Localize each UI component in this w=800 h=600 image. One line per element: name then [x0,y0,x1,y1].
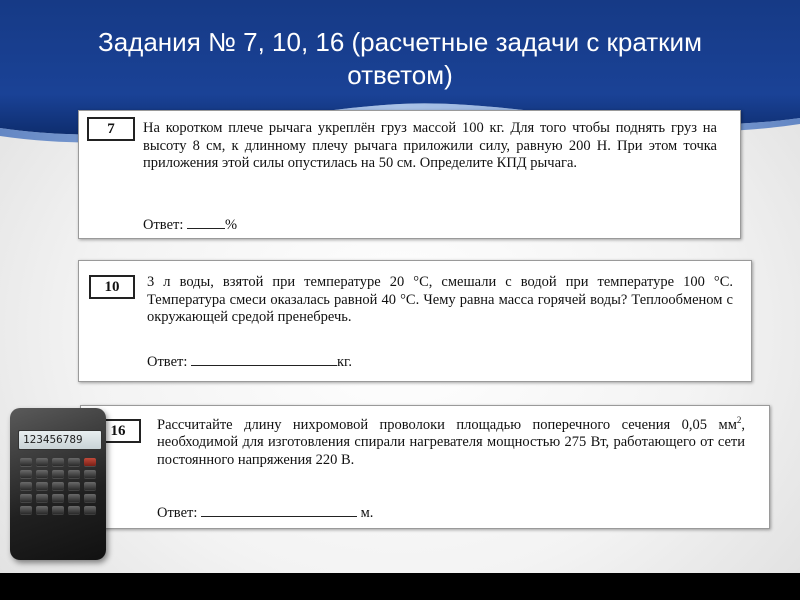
answer-label: Ответ: [147,354,188,370]
task-text: 3 л воды, взятой при температуре 20 °С, смешали с водой при температуре 100 °С. Температура смеси оказалась равной 40 °С. Чему равна масса горячей воды? Теплообменом с окружающей средой пренебречь. [147,274,733,325]
calculator-key [52,470,64,478]
task-text-superscript: 2 [736,415,742,425]
task-answer [143,215,237,234]
answer-blank [201,503,357,517]
task-card-10 [78,260,752,382]
slide-title-line2: ответом) [347,60,453,90]
task-card-16 [80,405,770,529]
calculator-key [20,506,32,514]
task-card-7 [78,110,741,239]
calculator-key [20,470,32,478]
task-answer [147,352,352,371]
answer-unit: % [225,217,238,233]
calculator-key [52,458,64,466]
answer-label: Ответ: [143,217,184,233]
task-text-part1: Рассчитайте длину нихромовой проволоки площадью поперечного сечения 0,05 мм [157,416,737,433]
answer-unit: кг. [337,354,352,370]
task-text: На коротком плече рычага укреплён груз массой 100 кг. Для того чтобы поднять груз на высоту 8 см, к длинному плечу рычага приложили силу, равную 200 Н. При этом точка приложения этой силы опустилась на 50 см. Определите КПД рычага. [143,120,717,171]
calculator-key [68,494,80,502]
calculator-key [84,458,96,466]
calculator-display: 123456789 [18,430,102,450]
calculator-key [68,506,80,514]
calculator-keypad [20,458,100,514]
task-answer [157,503,373,522]
calculator-key [36,458,48,466]
task-text [157,412,745,469]
calculator-key [36,506,48,514]
answer-blank [191,352,337,366]
calculator-key [52,482,64,490]
calculator-key [36,470,48,478]
task-number: 7 [87,117,135,141]
calculator-key [84,470,96,478]
bottom-bar [0,573,800,600]
slide-title [60,26,740,92]
calculator-key [84,494,96,502]
calculator-key [36,494,48,502]
slide-title-line1: Задания № 7, 10, 16 (расчетные задачи с кратким [98,27,702,57]
calculator-key [68,482,80,490]
calculator-key [68,470,80,478]
calculator-key [52,506,64,514]
calculator-key [84,482,96,490]
calculator-key [20,494,32,502]
task-number: 16 [95,419,141,443]
calculator-key [52,494,64,502]
task-text-part2: , необходимой для изготовления спирали нагревателя мощностью 275 Вт, работающего от сети постоянного напряжения 220 В. [157,416,745,468]
task-number: 10 [89,275,135,299]
calculator-key [68,458,80,466]
calculator-key [84,506,96,514]
calculator-icon [10,408,106,560]
answer-label: Ответ: [157,505,198,521]
calculator-key [20,458,32,466]
answer-unit: м. [360,505,374,521]
answer-blank [187,215,225,229]
calculator-key [36,482,48,490]
calculator-key [20,482,32,490]
